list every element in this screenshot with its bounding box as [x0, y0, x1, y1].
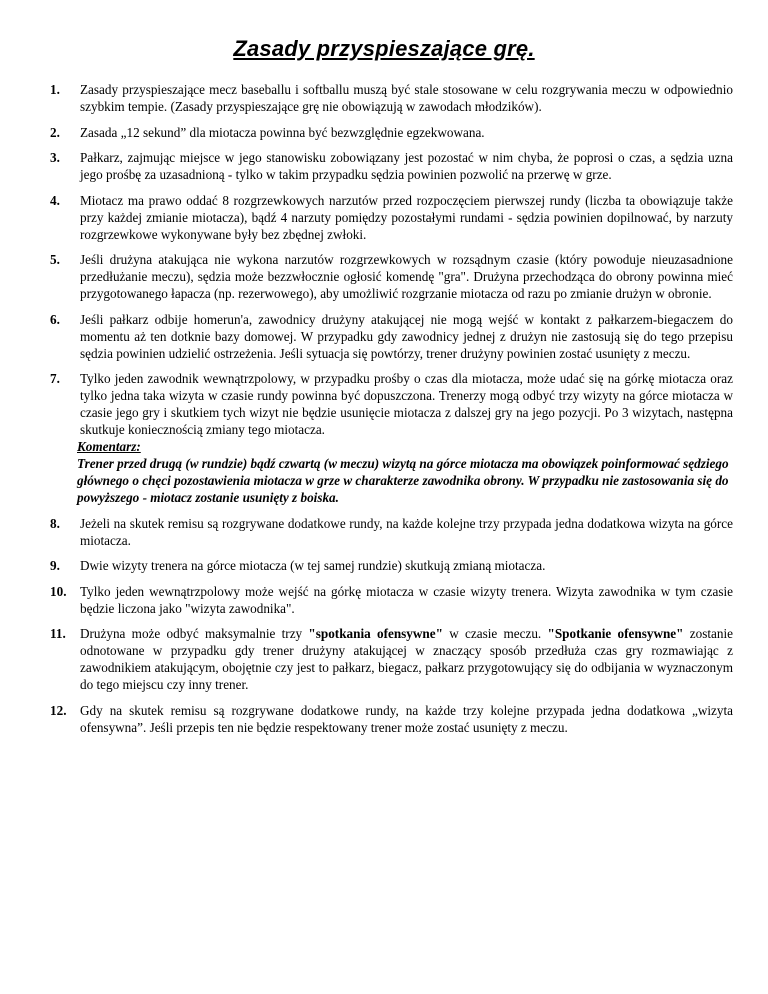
rule-text: Tylko jeden zawodnik wewnątrzpolowy, w przypadku prośby o czas dla miotacza, może udać się na górkę miotacza oraz tylko jedna taka wizyta w czasie rundy powinna być dopuszczona. Trenerzy mogą odbyć trzy wizyty na górce miotacza w czasie jego gry i skutkiem tych wizyt nie będzie usunięcie miotacza z dalszej gry na jego pozycji. Po 3 wizytach, następna skutkuje koniecznością zmiany tego miotacza. [80, 371, 733, 437]
rule-number: 12. [50, 702, 67, 718]
rule-item [50, 124, 733, 141]
rule-number: 5. [50, 252, 60, 267]
rules-list [50, 81, 733, 744]
rule-number: 7. [50, 371, 60, 386]
rule-item [50, 515, 733, 549]
rule-item [50, 370, 733, 438]
rule-item [50, 311, 733, 362]
rule-item [50, 251, 733, 302]
rule-number: 11. [50, 626, 66, 641]
rule-text-part: zostanie odnotowane w przypadku gdy trener drużyny atakującej w znaczący sposób przedłuża czas gry rozmawiając z zawodnikiem atakującym, obojętnie czy jest to pałkarz, biegacz, pałkarz przygotowujący się do odbijania w wyznaczonym do tego miejscu czy inny trener. [80, 626, 733, 692]
rule-text: Miotacz ma prawo oddać 8 rozgrzewkowych narzutów przed rozpoczęciem pierwszej rundy (liczba ta obowiązuje także przy każdej zmianie miotacza), bądź 4 narzuty pomiędzy pozostałymi rundami - sędzia powinien dopilnować, by narzuty rozgrzewkowe wykonywane były bez zbędnej zwłoki. [80, 192, 733, 242]
comment-text: Trener przed drugą (w rundzie) bądź czwartą (w meczu) wizytą na górce miotacza ma obowiązek poinformować sędziego głównego o chęci pozostawienia miotacza w grze w charakterze zawodnika obrony. W przypadku nie zastosowania się do powyższego - miotacz zostanie usunięty z boiska. [77, 456, 729, 505]
rule-text: Zasady przyspieszające mecz baseballu i softballu muszą być stale stosowane w celu rozgrywania meczu w odpowiednio szybkim tempie. (Zasady przyspieszające grę nie obowiązują w zawodach młodzików). [80, 82, 733, 114]
rule-number: 2. [50, 124, 60, 140]
rule-text: Gdy na skutek remisu są rozgrywane dodatkowe rundy, na każde trzy kolejne przypada jedna dodatkowa „wizyta ofensywna”. Jeśli przepis ten nie będzie respektowany trener może zostać usunięty z meczu. [80, 702, 733, 735]
rule-number: 1. [50, 82, 60, 97]
rule-number: 10. [50, 583, 67, 599]
rule-text: Tylko jeden wewnątrzpolowy może wejść na górkę miotacza w czasie wizyty trenera. Wizyta zawodnika w tym czasie będzie liczona jako "wizyta zawodnika". [80, 583, 733, 616]
rule-item [50, 583, 733, 617]
rule-item [50, 81, 733, 115]
rule-text: Pałkarz, zajmując miejsce w jego stanowisku zobowiązany jest pozostać w nim chyba, że poprosi o czas, a sędzia uzna jego prośbę za uzasadnioną - tylko w takim przypadku sędzia powinien pozwolić na przerwę w grze. [80, 150, 733, 182]
rule-text: Dwie wizyty trenera na górce miotacza (w tej samej rundzie) skutkują zmianą miotacza. [80, 558, 546, 573]
comment-block [77, 438, 733, 506]
page-title: Zasady przyspieszające grę. [233, 36, 535, 61]
rule-number: 8. [50, 515, 60, 531]
rule-number: 6. [50, 311, 60, 327]
rule-text-part: w czasie meczu. [442, 626, 548, 641]
rule-item [50, 192, 733, 243]
rule-item [50, 557, 733, 574]
rule-text-bold: "spotkania ofensywne" [308, 626, 443, 641]
rule-text-bold: "Spotkanie ofensywne" [547, 626, 684, 641]
rule-text: Jeśli drużyna atakująca nie wykona narzutów rozgrzewkowych w rozsądnym czasie (który powoduje nieuzasadnione przedłużanie meczu), sędzia może bezzwłocznie ogłosić komendę "gra". Drużyna przechodząca do obrony powinna mieć przygotowanego łapacza (np. rezerwowego), aby umożliwić rozgrzanie miotacza od razu po zmianie drużyn w obronie. [80, 252, 733, 301]
rule-number: 9. [50, 558, 60, 573]
rule-number: 4. [50, 192, 60, 208]
rule-item [50, 702, 733, 736]
rule-item [50, 149, 733, 183]
rule-text: Jeśli pałkarz odbije homerun'a, zawodnicy drużyny atakującej nie mogą wejść w kontakt z pałkarzem-biegaczem do momentu aż ten dotknie bazy domowej. W przypadku gdy zawodnicy jednej z drużyn nie zastosują się do tego przepisu sędzia powinien udzielić ostrzeżenia. Jeśli sytuacja się powtórzy, trener drużyny powinien zostać usunięty z meczu. [80, 311, 733, 361]
rule-text: Jeżeli na skutek remisu są rozgrywane dodatkowe rundy, na każde kolejne trzy przypada jedna dodatkowa wizyta na górce miotacza. [80, 515, 733, 548]
comment-label: Komentarz: [77, 439, 141, 454]
rule-item [50, 625, 733, 693]
rule-number: 3. [50, 150, 60, 165]
rule-text-part: Drużyna może odbyć maksymalnie trzy [80, 626, 309, 641]
rule-text: Zasada „12 sekund” dla miotacza powinna być bezwzględnie egzekwowana. [80, 124, 485, 140]
